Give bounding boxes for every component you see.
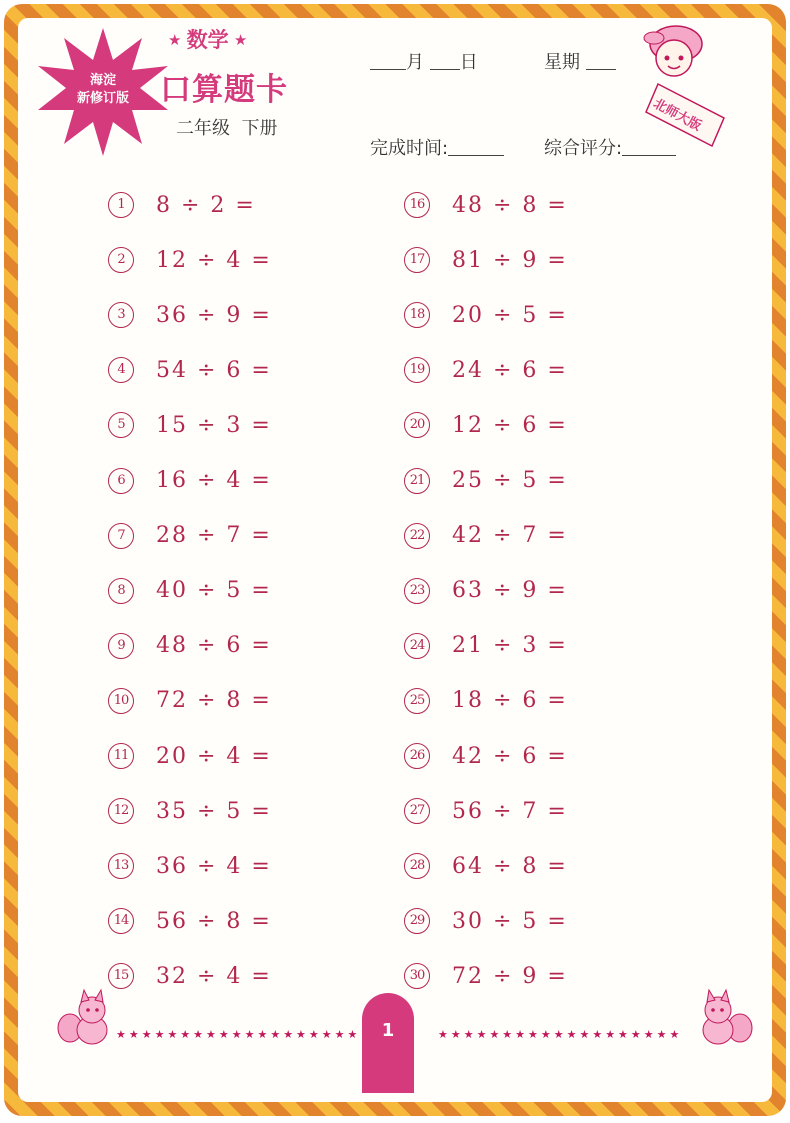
problem-number: 4 (108, 357, 134, 383)
problem-expression: 36 ÷ 4 = (156, 853, 272, 879)
problem-number: 13 (108, 853, 134, 879)
problem-item (108, 686, 272, 716)
problem-item (108, 245, 272, 275)
problem-item (404, 355, 568, 385)
problem-expression: 42 ÷ 6 = (452, 743, 568, 769)
problem-number: 29 (404, 908, 430, 934)
problem-item (108, 300, 272, 330)
problem-number: 3 (108, 302, 134, 328)
month-blank[interactable] (370, 53, 406, 70)
star-icon: ★ (168, 31, 187, 49)
left-star-row: ★★★★★★★★★★★★★★★★★★★ (116, 1028, 361, 1041)
problem-number: 17 (404, 247, 430, 273)
volume-label: 下册 (241, 118, 278, 139)
badge-line-2: 新修订版 (76, 91, 129, 106)
problem-number: 22 (404, 523, 430, 549)
girl-mascot-icon (624, 14, 730, 150)
problem-expression: 24 ÷ 6 = (452, 357, 568, 383)
problem-item (404, 741, 568, 771)
problem-item (108, 961, 272, 991)
weekday-row (544, 48, 616, 74)
grade-volume (176, 114, 277, 140)
problem-number: 27 (404, 798, 430, 824)
problem-number: 18 (404, 302, 430, 328)
month-label: 月 (406, 52, 424, 73)
problem-expression: 63 ÷ 9 = (452, 578, 568, 604)
problem-item (108, 355, 272, 385)
problem-item (404, 245, 568, 275)
problem-item (108, 741, 272, 771)
problem-expression: 8 ÷ 2 = (156, 192, 256, 218)
left-fox-mascot (56, 988, 118, 1048)
problem-expression: 20 ÷ 5 = (452, 302, 568, 328)
problem-item (108, 466, 272, 496)
paper-sheet (18, 18, 772, 1102)
page-number-tab (362, 993, 414, 1093)
fox-icon (56, 988, 118, 1048)
problem-number: 21 (404, 468, 430, 494)
problem-number: 12 (108, 798, 134, 824)
edition-sign-text: 北师大版 (650, 96, 704, 135)
time-blank[interactable] (448, 139, 504, 156)
problem-number: 8 (108, 578, 134, 604)
subject-title (168, 24, 247, 54)
problem-item (108, 190, 256, 220)
time-row (370, 134, 504, 160)
problem-number: 14 (108, 908, 134, 934)
problem-number: 5 (108, 412, 134, 438)
problem-expression: 72 ÷ 8 = (156, 688, 272, 714)
grade-label: 二年级 (176, 118, 230, 139)
star-icon: ★ (228, 31, 248, 49)
problem-expression: 28 ÷ 7 = (156, 523, 272, 549)
problem-expression: 35 ÷ 5 = (156, 798, 272, 824)
weekday-blank[interactable] (586, 53, 616, 70)
problem-expression: 32 ÷ 4 = (156, 963, 272, 989)
problem-number: 1 (108, 192, 134, 218)
problem-number: 7 (108, 523, 134, 549)
problem-number: 30 (404, 963, 430, 989)
problem-expression: 12 ÷ 4 = (156, 247, 272, 273)
weekday-label: 星期 (544, 52, 580, 73)
problem-expression: 56 ÷ 8 = (156, 908, 272, 934)
problem-expression: 56 ÷ 7 = (452, 798, 568, 824)
problem-expression: 81 ÷ 9 = (452, 247, 568, 273)
day-label: 日 (459, 52, 478, 73)
problem-item (404, 686, 568, 716)
problem-item (404, 576, 568, 606)
problem-item (404, 796, 568, 826)
problem-expression: 16 ÷ 4 = (156, 468, 272, 493)
problem-expression: 20 ÷ 4 = (156, 743, 272, 769)
card-title: 口算题卡 (160, 72, 288, 108)
problem-expression: 30 ÷ 5 = (452, 908, 568, 934)
problem-item (404, 466, 568, 496)
problem-number: 15 (108, 963, 134, 989)
problem-expression: 48 ÷ 6 = (156, 633, 272, 659)
problem-number: 26 (404, 743, 430, 769)
problem-item (108, 576, 272, 606)
problem-expression: 72 ÷ 9 = (452, 963, 568, 989)
problem-item (108, 906, 272, 936)
problem-item (404, 300, 568, 330)
problem-item (404, 631, 568, 661)
problem-number: 20 (404, 412, 430, 438)
problem-number: 28 (404, 853, 430, 879)
problem-item (108, 631, 272, 661)
problem-expression: 36 ÷ 9 = (156, 302, 272, 328)
edition-badge (34, 26, 172, 160)
problem-item (404, 906, 568, 936)
page-number: 1 (381, 1020, 395, 1041)
problem-expression: 15 ÷ 3 = (156, 412, 272, 438)
problem-number: 2 (108, 247, 134, 273)
problem-item (404, 521, 568, 551)
problem-item (404, 961, 568, 991)
problem-expression: 42 ÷ 7 = (452, 523, 568, 549)
right-star-row: ★★★★★★★★★★★★★★★★★★★ (438, 1028, 683, 1041)
problem-number: 16 (404, 192, 430, 218)
problem-expression: 40 ÷ 5 = (156, 578, 272, 604)
right-fox-mascot (692, 988, 754, 1048)
problem-expression: 64 ÷ 8 = (452, 853, 568, 879)
problem-number: 19 (404, 357, 430, 383)
time-label: 完成时间: (370, 138, 449, 159)
date-row (370, 48, 478, 74)
problem-number: 10 (108, 688, 134, 714)
problem-item (404, 851, 568, 881)
problem-number: 24 (404, 633, 430, 659)
problem-expression: 48 ÷ 8 = (452, 192, 568, 218)
day-blank[interactable] (430, 53, 460, 70)
problem-number: 9 (108, 633, 134, 659)
mascot (624, 14, 730, 150)
problem-expression: 21 ÷ 3 = (452, 633, 568, 659)
score-label: 综合评分: (544, 138, 623, 159)
problem-item (108, 851, 272, 881)
problem-expression: 54 ÷ 6 = (156, 357, 272, 383)
subject-label: 数学 (186, 28, 229, 52)
problem-number: 25 (404, 688, 430, 714)
problem-expression: 25 ÷ 5 = (452, 468, 568, 493)
problem-expression: 12 ÷ 6 = (452, 412, 568, 438)
problem-item (108, 521, 272, 551)
problem-number: 23 (404, 578, 430, 604)
problem-number: 6 (108, 468, 134, 494)
problem-item (404, 190, 568, 220)
fox-icon (692, 988, 754, 1048)
badge-text (34, 72, 172, 108)
badge-line-1: 海淀 (89, 73, 116, 88)
problem-item (404, 410, 568, 440)
problem-item (108, 410, 272, 440)
problem-number: 11 (108, 743, 134, 769)
problem-expression: 18 ÷ 6 = (452, 688, 568, 714)
problem-item (108, 796, 272, 826)
